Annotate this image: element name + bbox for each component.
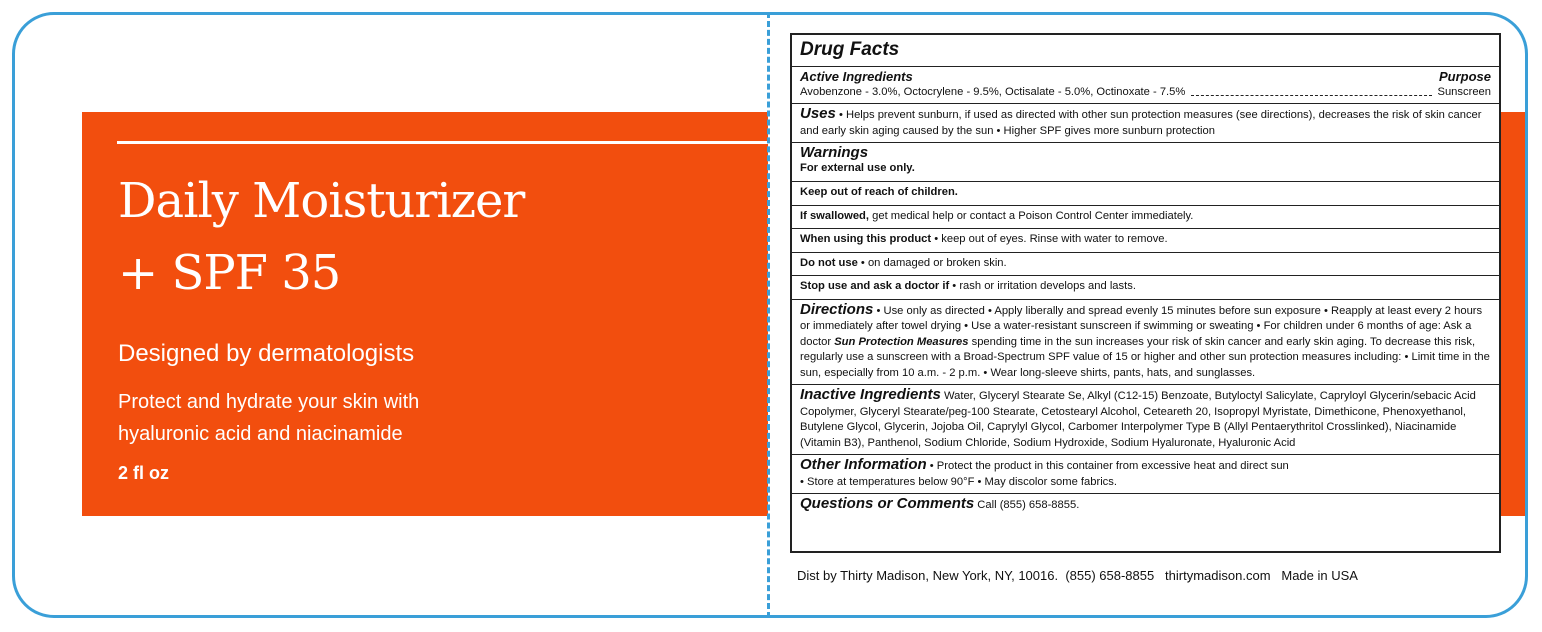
active-text: Avobenzone - 3.0%, Octocrylene - 9.5%, Octisalate - 5.0%, Octinoxate - 7.5% [800,85,1186,98]
side-color-strip [1497,112,1525,516]
distributor-line: Dist by Thirty Madison, New York, NY, 10016. (855) 658-8855 thirtymadison.com Made in USA [797,568,1358,583]
description [118,386,419,450]
warn-donot [792,252,1499,276]
other-text-2: • Store at temperatures below 90°F • May discolor some fabrics. [800,475,1117,488]
warn-using-label: When using this product [800,233,932,245]
drug-facts-title: Drug Facts [800,39,900,60]
directions-section [792,299,1499,385]
warn-stop-text: • rash or irritation develops and lasts. [949,280,1136,292]
active-ingredients-section [792,66,1499,103]
other-info-section [792,454,1499,493]
warnings-section [792,142,1499,299]
warn-using [792,228,1499,252]
warn-stop [792,275,1499,299]
purpose-heading: Purpose [1438,69,1491,84]
other-heading: Other Information [800,456,927,473]
active-heading: Active Ingredients [800,69,913,84]
other-text-1: • Protect the product in this container from excessive heat and direct sun [926,460,1289,472]
warn-swallow-text: get medical help or contact a Poison Control Center immediately. [869,209,1194,222]
warn-stop-label: Stop use and ask a doctor if [800,280,950,292]
warn-donot-label: Do not use [800,256,858,269]
questions-section [792,493,1499,517]
warn-swallow [792,205,1499,229]
inactive-heading: Inactive Ingredients [800,386,941,403]
purpose-text: Sunscreen [1437,85,1491,98]
title-line-1: Daily Moisturizer [118,173,525,229]
product-size: 2 fl oz [118,463,170,483]
desc-line-1: Protect and hydrate your skin with [118,391,420,413]
questions-text: Call (855) 658-8855. [974,499,1080,511]
warnings-heading: Warnings [800,144,869,161]
warn-swallow-label: If swallowed, [800,209,870,222]
inactive-section [792,384,1499,454]
divider-line [117,141,768,144]
directions-text: • Use only as directed • Apply liberally and spread evenly 15 minutes before sun exposure • Reapply at least every 2 hours or immediately after towel drying • Use a water-resistant sunscreen if swimming or sweating • For children under 6 months of age: Ask a doctor [800,304,1483,348]
warn-donot-text: • on damaged or broken skin. [857,256,1007,269]
directions-text-2: spending time in the sun increases your risk of skin cancer and early skin aging. To decrease this risk, regularly use a sunscreen with a Broad-Spectrum SPF value of 15 or higher and other sun protection measures including: • Limit time in the sun, especially from 10 a.m. - 2 p.m. • Wear long-sleeve shirts, pants, hats, and sunglasses. [800,335,1490,379]
warn-children: Keep out of reach of children. [792,181,1499,205]
drug-facts-header [792,35,1499,66]
desc-line-2: hyaluronic acid and niacinamide [118,423,403,445]
uses-section [792,103,1499,142]
warn-external: For external use only. [800,161,915,174]
fold-line [767,12,770,618]
inactive-text: Water, Glyceryl Stearate Se, Alkyl (C12-15) Benzoate, Butyloctyl Salicylate, Capryloyl Glycerin/sebacic Acid Copolymer, Glyceryl Stearate/peg-100 Stearate, Cetostearyl Alcohol, Ceteareth 20, Isopropyl Myristate, Dimethicone, Phenoxyethanol, Butylene Glycol, Glycerin, Jojoba Oil, Caprylyl Glycol, Carbomer Interpolymer Type B (Allyl Pentaerythritol Crosslinked), Niacinamide (Vitamin B3), Panthenol, Sodium Chloride, Sodium Hydroxide, Sodium Hyaluronate, Hyaluronic Acid [800,390,1476,449]
leader-dots [1191,85,1431,97]
subtitle: Designed by dermatologists [118,340,415,367]
warn-using-text: • keep out of eyes. Rinse with water to remove. [931,233,1168,245]
directions-heading: Directions [800,300,874,318]
drug-facts-panel [790,33,1501,553]
title-line-2: + SPF 35 [118,245,341,301]
product-title [118,165,524,309]
questions-heading: Questions or Comments [800,495,975,512]
uses-heading: Uses [800,105,836,122]
sun-protection-label: Sun Protection Measures [834,335,969,348]
uses-text: • Helps prevent sunburn, if used as directed with other sun protection measures (see directions), decreases the risk of skin cancer and early skin aging caused by the sun • Higher SPF gives more sunburn protection [800,109,1482,137]
